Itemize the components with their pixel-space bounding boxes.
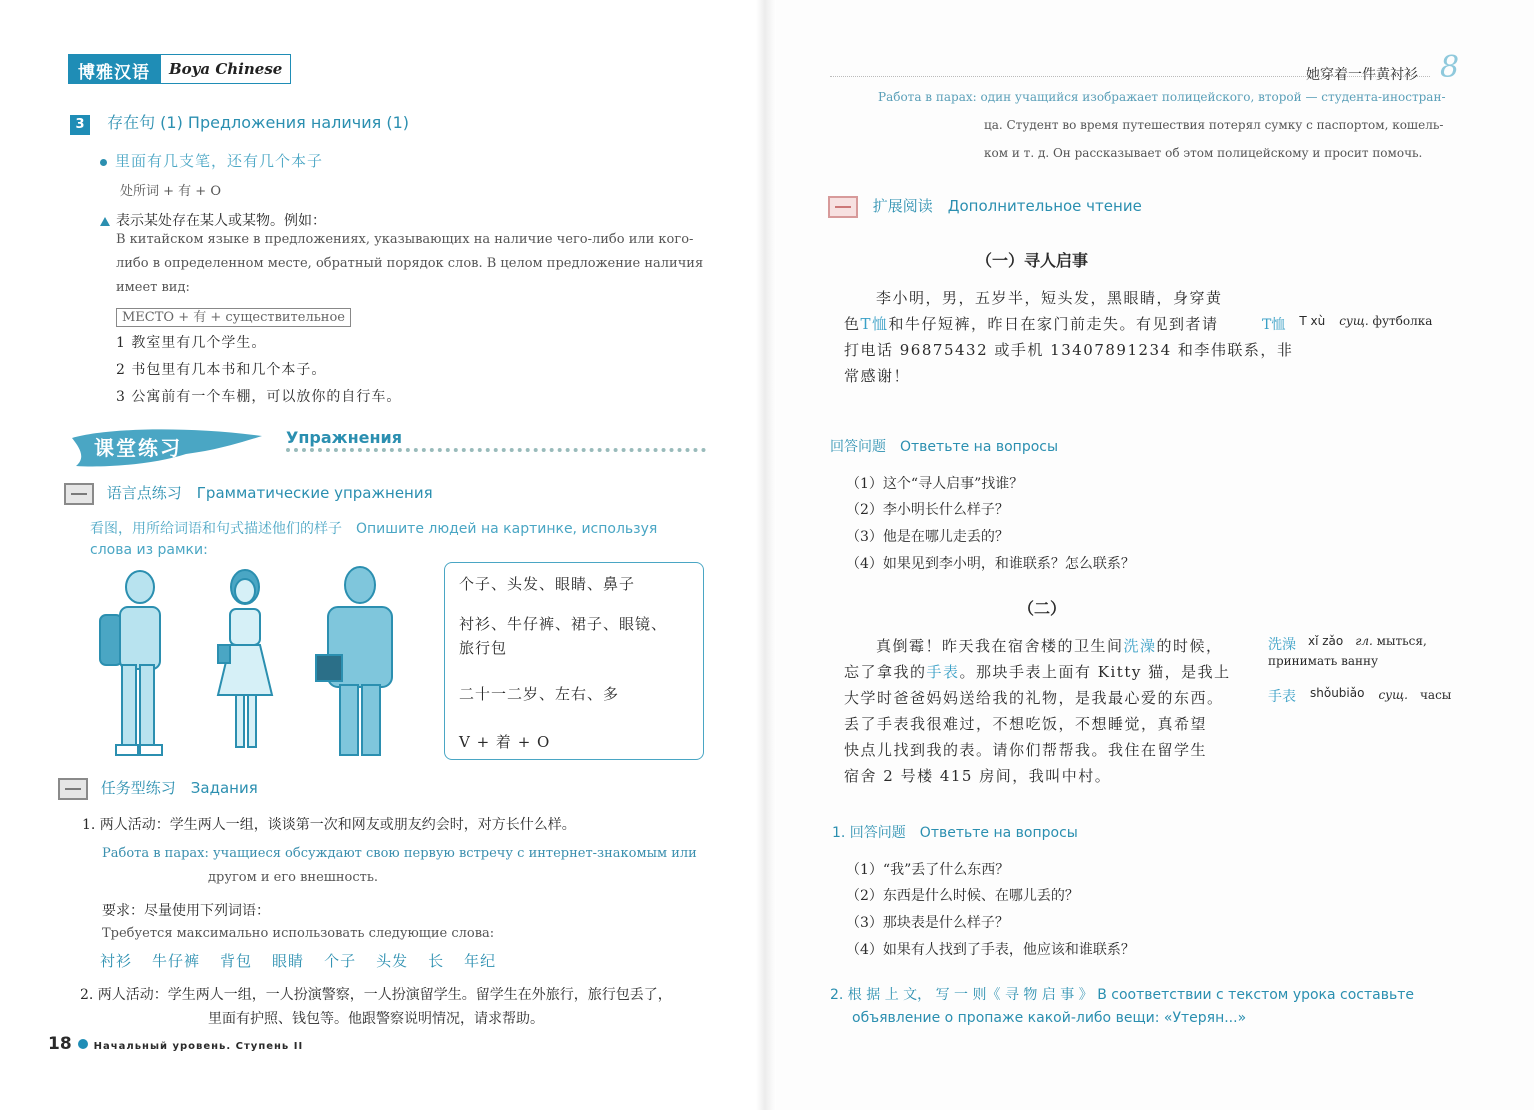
man-with-backpack-icon xyxy=(100,571,162,755)
part1-instr-1: 看图，用所给词语和句式描述他们的样子 Опишите людей на картинке, используя xyxy=(90,521,658,537)
q1-item-1: （1）这个“寻人启事”找谁？ xyxy=(846,476,1024,492)
gloss-word: 洗澡 xyxy=(1268,637,1296,653)
desc-ru-2: либо в определенном месте, обратный порядок слов. В целом предложение наличия xyxy=(116,256,704,271)
gloss-3 xyxy=(1268,686,1451,706)
text2-line6: 宿舍 2 号楼 415 房间，我叫中村。 xyxy=(844,767,1112,785)
text2-line2 xyxy=(844,659,1231,685)
brand-cn: 博雅汉语 xyxy=(68,54,160,84)
section-box-icon xyxy=(828,196,858,218)
section3-title: 存在句 (1) Предложения наличия (1) xyxy=(107,113,409,132)
gloss-1 xyxy=(1262,314,1432,334)
girl-in-dress-icon xyxy=(218,570,272,747)
q2-item-3: （3）那块表是什么样子？ xyxy=(846,915,1009,931)
lesson-title: 她穿着一件黄衬衫 xyxy=(1306,67,1418,83)
example-sentence xyxy=(100,150,323,171)
section3-heading xyxy=(70,110,409,135)
q2-title: 1. 回答问题 Ответьте на вопросы xyxy=(832,825,1078,841)
gloss-pinyin: T xù xyxy=(1299,314,1326,328)
people-illustration xyxy=(90,565,430,765)
gloss-2 xyxy=(1268,634,1427,654)
task2-cn-2: 里面有护照、钱包等。他跟警察说明情况，请求帮助。 xyxy=(208,1011,544,1027)
banner-cn: 课堂练习 xyxy=(94,436,182,460)
section-box-icon xyxy=(58,778,88,800)
gloss-ru: часы xyxy=(1419,688,1452,702)
task1-ru-2: другом и его внешность. xyxy=(208,870,379,885)
text-seg: 真倒霉！昨天我在宿舍楼的卫生间 xyxy=(876,637,1124,655)
text2-line5: 快点儿找到我的表。请你们帮帮我。我住在留学生 xyxy=(844,741,1208,759)
desc-ru-1: В китайском языке в предложениях, указывающих на наличие чего-либо или кого- xyxy=(116,232,694,247)
vocab-1: 个子、头发、眼睛、鼻子 xyxy=(459,575,636,593)
word-item: 牛仔裤 xyxy=(152,952,201,970)
q1-item-2: （2）李小明长什么样子？ xyxy=(846,502,1009,518)
desc-cn-line xyxy=(100,210,326,230)
book-spine xyxy=(756,0,776,1110)
highlight-word: 洗澡 xyxy=(1123,637,1157,655)
q2-item-2: （2）东西是什么时候、在哪儿丢的？ xyxy=(846,888,1079,904)
gloss-2-cont: принимать ванну xyxy=(1268,654,1379,668)
task2-ru-2: ца. Студент во время путешествия потерял сумку с паспортом, кошель- xyxy=(984,118,1444,132)
example-text: 里面有几支笔，还有几个本子 xyxy=(115,152,324,170)
desc-ru-3: имеет вид: xyxy=(116,280,190,295)
pattern: 处所词 + 有 + O xyxy=(120,184,221,199)
highlight-word: 手表 xyxy=(926,663,960,681)
word-item: 背包 xyxy=(220,952,253,970)
section-box-icon xyxy=(64,483,94,505)
triangle-bullet-icon xyxy=(100,217,110,226)
exercises-banner xyxy=(66,420,266,472)
vocab-box xyxy=(444,562,704,760)
text1-line2 xyxy=(844,311,1219,337)
gloss-pos: сущ. xyxy=(1378,688,1408,702)
part1-heading xyxy=(64,482,433,505)
vocab-4: 二十一二岁、左右、多 xyxy=(459,685,620,703)
footer-dot-icon xyxy=(78,1039,88,1049)
vocab-5: V + 着 + O xyxy=(459,733,551,751)
text2-line1 xyxy=(876,633,1223,659)
text1-title: （一）寻人启事 xyxy=(976,251,1089,270)
text1-line3: 打电话 96875432 或手机 13407891234 和李伟联系，非 xyxy=(844,341,1294,359)
gloss-pinyin: xǐ zǎo xyxy=(1308,634,1344,648)
gloss-pos: сущ. xyxy=(1339,314,1369,328)
part1-instr-2: слова из рамки: xyxy=(90,542,208,558)
q3-line1: 2. 根 据 上 文， 写 一 则《 寻 物 启 事 》 В соответствии с текстом урока составьте xyxy=(830,987,1415,1003)
word-item: 头发 xyxy=(376,952,409,970)
word-item: 长 xyxy=(428,952,445,970)
page-number: 18 xyxy=(48,1034,72,1054)
page-footer xyxy=(48,1034,303,1054)
section3-right-heading xyxy=(828,195,1142,218)
desc-cn: 表示某处存在某人或某物。例如： xyxy=(116,213,326,229)
req-ru: Требуется максимально использовать следующие слова: xyxy=(102,926,495,941)
text2-line4: 丢了手表我很难过，不想吃饭，不想睡觉，真希望 xyxy=(844,715,1208,733)
word-item: 个子 xyxy=(324,952,357,970)
word-list xyxy=(100,950,496,971)
q1-item-3: （3）他是在哪儿走丢的？ xyxy=(846,529,1009,545)
task2-ru-1: Работа в парах: один учащийся изображает полицейского, второй — студента-иностран- xyxy=(878,90,1446,104)
formula-box: МЕСТО + 有 + существительное xyxy=(116,308,351,327)
highlight-word: T恤 xyxy=(860,315,889,333)
task2-ru-3: ком и т. д. Он рассказывает об этом полицейскому и просит помочь. xyxy=(984,146,1423,160)
text1-line4: 常感谢！ xyxy=(844,367,911,385)
vocab-2: 衬衫、牛仔裤、裙子、眼镜、 xyxy=(459,615,668,633)
part2-heading xyxy=(58,777,258,800)
dotted-divider xyxy=(286,448,706,452)
man-in-suit-icon xyxy=(316,567,392,755)
level-label: Начальный уровень. Ступень II xyxy=(93,1041,304,1052)
text-seg: 和牛仔短裤，昨日在家门前走失。有见到者请 xyxy=(888,315,1219,333)
brand-en: Boya Chinese xyxy=(160,54,291,84)
task1-cn: 1. 两人活动：学生两人一组，谈谈第一次和网友或朋友约会时，对方长什么样。 xyxy=(82,817,576,833)
q3-line2: объявление о пропаже какой-либо вещи: «Утерян...» xyxy=(852,1010,1247,1026)
gloss-pos: гл. xyxy=(1355,634,1373,648)
text-seg: 色 xyxy=(844,315,861,333)
reading-title: 扩展阅读 Дополнительное чтение xyxy=(872,197,1142,215)
word-item: 衬衫 xyxy=(100,952,133,970)
example-3: 3 公寓前有一个车棚，可以放你的自行车。 xyxy=(116,389,402,405)
word-item: 眼睛 xyxy=(272,952,305,970)
banner-ru: Упражнения xyxy=(286,428,403,447)
text-seg: 的时候， xyxy=(1156,637,1223,655)
req-cn: 要求：尽量使用下列词语： xyxy=(102,903,270,919)
text-seg: 忘了拿我的 xyxy=(844,663,927,681)
q2-item-1: （1）“我”丢了什么东西？ xyxy=(846,862,1010,878)
section-number: 3 xyxy=(70,115,90,135)
gloss-word: T恤 xyxy=(1262,317,1286,333)
gloss-ru: футболка xyxy=(1372,314,1433,328)
part1-title: 语言点练习 Грамматические упражнения xyxy=(106,484,433,502)
brand-header xyxy=(68,54,291,84)
task2-cn-1: 2. 两人活动：学生两人一组，一人扮演警察，一人扮演留学生。留学生在外旅行，旅行包丢了， xyxy=(80,987,672,1003)
text2-title: （二） xyxy=(1018,599,1067,618)
part2-title: 任务型练习 Задания xyxy=(100,779,258,797)
lesson-number: 8 xyxy=(1440,50,1460,85)
q1-item-4: （4）如果见到李小明，和谁联系？怎么联系？ xyxy=(846,556,1135,572)
formula-line xyxy=(116,306,351,325)
gloss-ru: мыться, xyxy=(1376,634,1427,648)
vocab-3: 旅行包 xyxy=(459,639,508,657)
q2-item-4: （4）如果有人找到了手表，他应该和谁联系？ xyxy=(846,942,1135,958)
text1-line1: 李小明，男，五岁半，短头发，黑眼睛，身穿黄 xyxy=(876,289,1223,307)
word-item: 年纪 xyxy=(464,952,497,970)
text2-line3: 大学时爸爸妈妈送给我的礼物，是我最心爱的东西。 xyxy=(844,689,1224,707)
bullet-dot-icon xyxy=(100,159,107,166)
q1-title: 回答问题 Ответьте на вопросы xyxy=(830,439,1059,455)
gloss-pinyin: shǒubiǎo xyxy=(1310,686,1365,700)
text-seg: 。那块手表上面有 Kitty 猫，是我上 xyxy=(959,663,1231,681)
example-2: 2 书包里有几本书和几个本子。 xyxy=(116,362,327,378)
example-1: 1 教室里有几个学生。 xyxy=(116,335,267,351)
task1-ru-1: Работа в парах: учащиеся обсуждают свою первую встречу с интернет-знакомым или xyxy=(102,846,697,861)
gloss-word: 手表 xyxy=(1268,689,1296,705)
